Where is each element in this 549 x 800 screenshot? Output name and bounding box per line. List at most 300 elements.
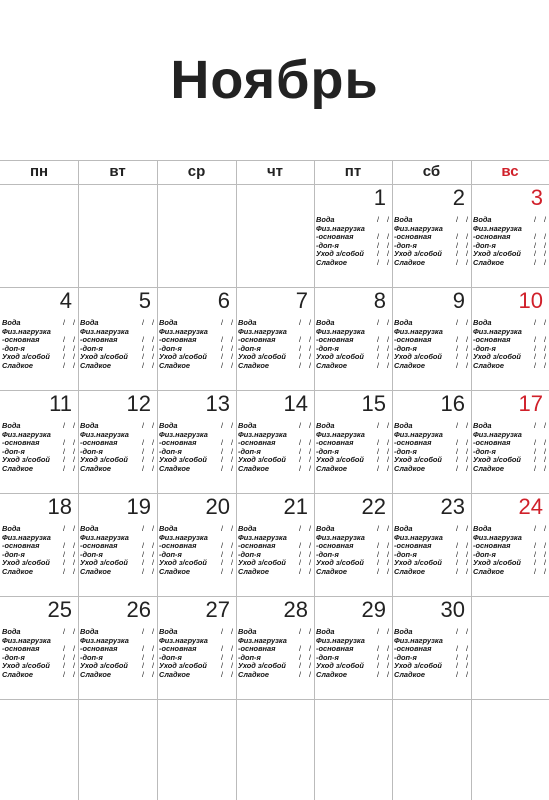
tracker-row[interactable] (159, 362, 233, 371)
habit-tracker (2, 628, 75, 680)
day-number: 10 (518, 288, 543, 313)
tracker-label: Вода (159, 421, 178, 430)
day-cell-25[interactable] (0, 596, 78, 699)
day-cell-10[interactable] (471, 287, 549, 390)
tracker-slash: / (465, 524, 468, 533)
day-number: 21 (283, 494, 308, 519)
tracker-label: -доп-я (473, 343, 496, 353)
tracker-slash: / (298, 661, 301, 671)
day-cell-28[interactable] (236, 596, 314, 699)
tracker-label: Уход з/собой (2, 455, 50, 465)
tracker-slash: / (533, 446, 536, 456)
day-number: 30 (440, 597, 465, 622)
tracker-slash: / (533, 249, 536, 259)
day-cell-21[interactable] (236, 493, 314, 596)
tracker-slash: / (465, 669, 468, 679)
tracker-label: -основная (316, 438, 354, 448)
day-cell-18[interactable] (0, 493, 78, 596)
tracker-slash: / (62, 463, 65, 473)
tracker-label: Вода (238, 627, 257, 636)
tracker-slash: / (151, 335, 154, 345)
tracker-label: -доп-я (473, 549, 496, 559)
tracker-slash: / (298, 463, 301, 473)
habit-tracker (238, 525, 311, 577)
tracker-slash: / (376, 558, 379, 568)
tracker-slash: / (533, 360, 536, 370)
tracker-label: -доп-я (159, 652, 182, 662)
tracker-label: Уход з/собой (473, 558, 521, 568)
tracker-slash: / (298, 352, 301, 362)
day-cell-2[interactable] (392, 184, 471, 287)
tracker-slash: / (220, 438, 223, 448)
tracker-label: -доп-я (159, 549, 182, 559)
habit-tracker (80, 422, 154, 474)
tracker-label: Физ.нагрузка (238, 635, 287, 645)
tracker-label: Вода (316, 421, 335, 430)
tracker-slash: / (465, 541, 468, 551)
tracker-slash: / (220, 661, 223, 671)
tracker-label: Физ.нагрузка (316, 326, 365, 336)
tracker-label: Сладкое (316, 257, 347, 267)
tracker-row[interactable] (316, 259, 389, 268)
tracker-label: Физ.нагрузка (473, 223, 522, 233)
tracker-slash: / (298, 627, 301, 636)
tracker-label: Сладкое (394, 463, 425, 473)
tracker-slash: / (376, 446, 379, 456)
tracker-slash: / (220, 524, 223, 533)
tracker-label: Физ.нагрузка (159, 429, 208, 439)
tracker-slash: / (151, 446, 154, 456)
day-cell-30[interactable] (392, 596, 471, 699)
habit-tracker (473, 319, 546, 371)
tracker-label: -основная (394, 438, 432, 448)
day-cell-8[interactable] (314, 287, 392, 390)
tracker-slash: / (220, 446, 223, 456)
day-cell-22[interactable] (314, 493, 392, 596)
tracker-label: Сладкое (238, 463, 269, 473)
tracker-slash: / (308, 352, 311, 362)
tracker-label: Физ.нагрузка (394, 223, 443, 233)
tracker-slash: / (386, 240, 389, 250)
tracker-slash: / (62, 627, 65, 636)
tracker-slash: / (72, 669, 75, 679)
tracker-label: Вода (473, 318, 492, 327)
day-number: 9 (452, 288, 465, 313)
tracker-label: Физ.нагрузка (2, 326, 51, 336)
tracker-slash: / (386, 541, 389, 551)
month-title: Ноябрь (170, 50, 379, 110)
tracker-slash: / (62, 549, 65, 559)
tracker-row[interactable] (473, 568, 546, 577)
day-number: 28 (283, 597, 308, 622)
tracker-slash: / (543, 558, 546, 568)
tracker-label: -доп-я (316, 446, 339, 456)
tracker-slash: / (141, 566, 144, 576)
tracker-slash: / (455, 566, 458, 576)
day-number: 22 (361, 494, 386, 519)
tracker-slash: / (543, 360, 546, 370)
tracker-slash: / (455, 352, 458, 362)
tracker-slash: / (72, 644, 75, 654)
tracker-label: Сладкое (80, 566, 111, 576)
tracker-slash: / (220, 463, 223, 473)
tracker-slash: / (220, 343, 223, 353)
tracker-label: -доп-я (159, 446, 182, 456)
tracker-slash: / (386, 257, 389, 267)
tracker-label: Сладкое (473, 257, 504, 267)
tracker-slash: / (543, 463, 546, 473)
tracker-row[interactable] (394, 362, 468, 371)
tracker-slash: / (220, 669, 223, 679)
day-cell-13[interactable] (157, 390, 236, 493)
tracker-row[interactable] (80, 465, 154, 474)
tracker-slash: / (533, 215, 536, 224)
tracker-label: Уход з/собой (238, 455, 286, 465)
tracker-slash: / (230, 652, 233, 662)
tracker-row[interactable] (473, 362, 546, 371)
tracker-slash: / (308, 421, 311, 430)
tracker-label: Уход з/собой (394, 352, 442, 362)
day-cell-19[interactable] (78, 493, 157, 596)
tracker-row[interactable] (80, 568, 154, 577)
tracker-slash: / (72, 463, 75, 473)
day-cell-26[interactable] (78, 596, 157, 699)
day-cell-24[interactable] (471, 493, 549, 596)
day-number: 14 (283, 391, 308, 416)
tracker-slash: / (465, 566, 468, 576)
tracker-slash: / (465, 644, 468, 654)
tracker-slash: / (543, 215, 546, 224)
tracker-slash: / (72, 318, 75, 327)
day-cell-11[interactable] (0, 390, 78, 493)
tracker-slash: / (465, 335, 468, 345)
tracker-label: Уход з/собой (2, 558, 50, 568)
tracker-slash: / (151, 644, 154, 654)
day-cell-27[interactable] (157, 596, 236, 699)
tracker-label: Сладкое (473, 463, 504, 473)
habit-tracker (316, 216, 389, 268)
tracker-label: Уход з/собой (238, 352, 286, 362)
tracker-label: Вода (316, 627, 335, 636)
tracker-row[interactable] (159, 465, 233, 474)
tracker-slash: / (72, 558, 75, 568)
tracker-label: -доп-я (80, 652, 103, 662)
day-cell-16[interactable] (392, 390, 471, 493)
tracker-row[interactable] (316, 671, 389, 680)
tracker-label: Сладкое (80, 463, 111, 473)
day-cell-4[interactable] (0, 287, 78, 390)
tracker-label: Сладкое (394, 360, 425, 370)
tracker-row[interactable] (394, 568, 468, 577)
day-cell-17[interactable] (471, 390, 549, 493)
tracker-slash: / (62, 541, 65, 551)
tracker-row[interactable] (238, 362, 311, 371)
tracker-slash: / (455, 318, 458, 327)
tracker-label: Физ.нагрузка (316, 223, 365, 233)
tracker-row[interactable] (159, 568, 233, 577)
tracker-slash: / (62, 558, 65, 568)
tracker-label: Вода (316, 215, 335, 224)
tracker-row[interactable] (80, 362, 154, 371)
tracker-slash: / (298, 541, 301, 551)
tracker-label: Сладкое (2, 566, 33, 576)
tracker-slash: / (220, 352, 223, 362)
habit-tracker (473, 422, 546, 474)
tracker-slash: / (308, 541, 311, 551)
tracker-row[interactable] (238, 465, 311, 474)
tracker-slash: / (386, 318, 389, 327)
tracker-slash: / (230, 438, 233, 448)
tracker-slash: / (308, 669, 311, 679)
tracker-slash: / (230, 446, 233, 456)
tracker-slash: / (151, 438, 154, 448)
tracker-slash: / (386, 463, 389, 473)
day-cell-23[interactable] (392, 493, 471, 596)
tracker-row[interactable] (2, 671, 75, 680)
tracker-label: Физ.нагрузка (394, 326, 443, 336)
tracker-slash: / (465, 240, 468, 250)
day-cell-14[interactable] (236, 390, 314, 493)
tracker-slash: / (455, 343, 458, 353)
tracker-slash: / (141, 549, 144, 559)
day-cell-5[interactable] (78, 287, 157, 390)
tracker-slash: / (62, 644, 65, 654)
tracker-label: Уход з/собой (80, 352, 128, 362)
tracker-slash: / (151, 652, 154, 662)
tracker-row[interactable] (394, 465, 468, 474)
tracker-slash: / (543, 541, 546, 551)
tracker-slash: / (533, 343, 536, 353)
tracker-label: -основная (80, 541, 118, 551)
tracker-slash: / (62, 352, 65, 362)
tracker-slash: / (455, 446, 458, 456)
tracker-slash: / (298, 524, 301, 533)
tracker-slash: / (220, 566, 223, 576)
day-cell-7[interactable] (236, 287, 314, 390)
tracker-slash: / (533, 455, 536, 465)
tracker-slash: / (62, 360, 65, 370)
day-cell-1[interactable] (314, 184, 392, 287)
tracker-label: Уход з/собой (2, 661, 50, 671)
tracker-slash: / (376, 240, 379, 250)
tracker-slash: / (230, 669, 233, 679)
day-cell-15[interactable] (314, 390, 392, 493)
tracker-label: -доп-я (316, 343, 339, 353)
tracker-slash: / (151, 524, 154, 533)
day-cell-29[interactable] (314, 596, 392, 699)
tracker-slash: / (220, 627, 223, 636)
tracker-row[interactable] (80, 671, 154, 680)
tracker-slash: / (298, 549, 301, 559)
tracker-slash: / (376, 232, 379, 242)
tracker-slash: / (141, 446, 144, 456)
tracker-slash: / (72, 360, 75, 370)
tracker-row[interactable] (473, 259, 546, 268)
day-cell-20[interactable] (157, 493, 236, 596)
tracker-row[interactable] (2, 362, 75, 371)
tracker-label: -основная (394, 644, 432, 654)
tracker-slash: / (543, 335, 546, 345)
tracker-label: Уход з/собой (80, 558, 128, 568)
tracker-row[interactable] (238, 671, 311, 680)
tracker-label: Вода (2, 318, 21, 327)
weekday-3: чт (266, 163, 284, 180)
day-number: 6 (217, 288, 230, 313)
day-cell-3[interactable] (471, 184, 549, 287)
tracker-slash: / (72, 549, 75, 559)
tracker-label: -основная (394, 335, 432, 345)
weekday-header (0, 160, 549, 184)
tracker-slash: / (141, 318, 144, 327)
tracker-slash: / (386, 360, 389, 370)
tracker-slash: / (151, 549, 154, 559)
tracker-slash: / (72, 524, 75, 533)
habit-tracker (2, 525, 75, 577)
tracker-slash: / (455, 421, 458, 430)
tracker-row[interactable] (238, 568, 311, 577)
tracker-slash: / (376, 438, 379, 448)
day-number: 4 (59, 288, 72, 313)
tracker-slash: / (151, 463, 154, 473)
tracker-label: Физ.нагрузка (80, 429, 129, 439)
tracker-label: Вода (80, 524, 99, 533)
habit-tracker (316, 525, 389, 577)
tracker-slash: / (533, 352, 536, 362)
tracker-slash: / (141, 627, 144, 636)
tracker-row[interactable] (473, 465, 546, 474)
tracker-slash: / (220, 549, 223, 559)
tracker-label: Физ.нагрузка (316, 635, 365, 645)
tracker-slash: / (298, 455, 301, 465)
tracker-slash: / (230, 627, 233, 636)
tracker-slash: / (220, 360, 223, 370)
tracker-label: Вода (80, 627, 99, 636)
tracker-slash: / (141, 661, 144, 671)
habit-tracker (2, 319, 75, 371)
day-cell-9[interactable] (392, 287, 471, 390)
tracker-slash: / (376, 652, 379, 662)
day-number: 20 (205, 494, 230, 519)
day-number: 12 (126, 391, 151, 416)
tracker-slash: / (455, 240, 458, 250)
tracker-slash: / (72, 541, 75, 551)
tracker-slash: / (533, 549, 536, 559)
tracker-label: Вода (238, 524, 257, 533)
day-cell-12[interactable] (78, 390, 157, 493)
tracker-label: Физ.нагрузка (2, 429, 51, 439)
tracker-row[interactable] (394, 671, 468, 680)
tracker-slash: / (465, 421, 468, 430)
tracker-slash: / (455, 627, 458, 636)
tracker-label: -основная (80, 335, 118, 345)
tracker-slash: / (151, 627, 154, 636)
tracker-row[interactable] (394, 259, 468, 268)
tracker-slash: / (455, 455, 458, 465)
tracker-label: Уход з/собой (238, 558, 286, 568)
tracker-slash: / (298, 558, 301, 568)
tracker-label: -основная (2, 541, 40, 551)
tracker-slash: / (533, 566, 536, 576)
tracker-label: Вода (159, 627, 178, 636)
tracker-row[interactable] (159, 671, 233, 680)
tracker-slash: / (543, 524, 546, 533)
tracker-slash: / (465, 232, 468, 242)
tracker-row[interactable] (2, 465, 75, 474)
tracker-label: Физ.нагрузка (394, 532, 443, 542)
tracker-slash: / (141, 335, 144, 345)
tracker-slash: / (465, 249, 468, 259)
tracker-slash: / (151, 541, 154, 551)
tracker-label: Физ.нагрузка (80, 326, 129, 336)
tracker-slash: / (376, 249, 379, 259)
tracker-label: Сладкое (2, 360, 33, 370)
tracker-slash: / (376, 421, 379, 430)
tracker-slash: / (62, 661, 65, 671)
tracker-slash: / (386, 446, 389, 456)
tracker-slash: / (455, 541, 458, 551)
tracker-label: -доп-я (238, 343, 261, 353)
tracker-label: Сладкое (394, 669, 425, 679)
tracker-label: Вода (394, 627, 413, 636)
tracker-slash: / (543, 232, 546, 242)
tracker-label: Вода (316, 524, 335, 533)
tracker-row[interactable] (316, 465, 389, 474)
tracker-slash: / (298, 318, 301, 327)
habit-tracker (316, 319, 389, 371)
tracker-label: Вода (394, 421, 413, 430)
tracker-label: Уход з/собой (159, 558, 207, 568)
tracker-slash: / (230, 541, 233, 551)
tracker-slash: / (386, 524, 389, 533)
tracker-row[interactable] (316, 568, 389, 577)
tracker-label: -доп-я (2, 343, 25, 353)
tracker-slash: / (141, 421, 144, 430)
tracker-slash: / (455, 524, 458, 533)
tracker-label: -доп-я (316, 240, 339, 250)
tracker-label: Уход з/собой (2, 352, 50, 362)
tracker-label: -основная (80, 438, 118, 448)
tracker-slash: / (543, 240, 546, 250)
day-number: 13 (205, 391, 230, 416)
tracker-label: Уход з/собой (159, 352, 207, 362)
day-number: 8 (373, 288, 386, 313)
tracker-label: Сладкое (316, 669, 347, 679)
tracker-slash: / (151, 566, 154, 576)
tracker-slash: / (230, 644, 233, 654)
tracker-label: -основная (238, 541, 276, 551)
tracker-slash: / (455, 438, 458, 448)
day-number: 25 (47, 597, 72, 622)
tracker-slash: / (386, 438, 389, 448)
habit-tracker (238, 422, 311, 474)
tracker-slash: / (465, 343, 468, 353)
tracker-row[interactable] (316, 362, 389, 371)
tracker-slash: / (230, 360, 233, 370)
day-number: 7 (295, 288, 308, 313)
tracker-label: Вода (394, 318, 413, 327)
tracker-slash: / (62, 566, 65, 576)
tracker-slash: / (220, 541, 223, 551)
tracker-row[interactable] (2, 568, 75, 577)
tracker-slash: / (72, 438, 75, 448)
tracker-label: Сладкое (473, 566, 504, 576)
tracker-slash: / (72, 652, 75, 662)
day-cell-6[interactable] (157, 287, 236, 390)
tracker-slash: / (230, 558, 233, 568)
habit-tracker (238, 319, 311, 371)
tracker-slash: / (455, 652, 458, 662)
tracker-slash: / (533, 463, 536, 473)
